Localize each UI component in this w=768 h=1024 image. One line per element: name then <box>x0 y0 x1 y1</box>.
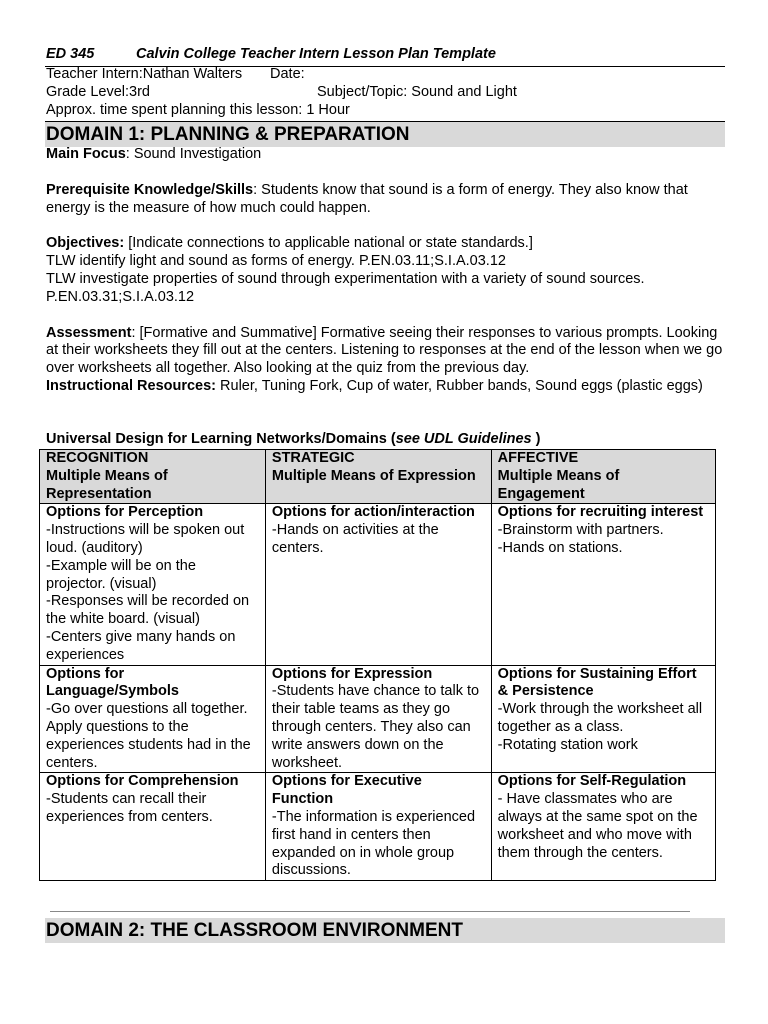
table-cell: Options for Self-Regulation - Have classmates who are always at the same spot on the worksheet and who move with them through the centers. <box>491 773 715 881</box>
planning-time: Approx. time spent planning this lesson: 1 Hour <box>46 102 350 118</box>
table-cell: Options for recruiting interest -Brainstorm with partners. -Hands on stations. <box>491 504 715 665</box>
objective-2: TLW investigate properties of sound through experimentation with a variety of sound sources. P.EN.03.31;S.I.A.03.12 <box>46 270 645 305</box>
table-cell: Options for Perception -Instructions will be spoken out loud. (auditory) -Example will be on the projector. (visual) -Responses will be recorded on the white board. (visual) -Centers give many hands on experiences <box>40 504 266 665</box>
subject-topic: Subject/Topic: Sound and Light <box>317 84 517 100</box>
teacher-intern: Teacher Intern:Nathan Walters <box>46 66 243 82</box>
main-focus: Main Focus: Sound Investigation <box>46 146 262 162</box>
table-row <box>40 665 716 773</box>
table-cell: Options for action/interaction -Hands on activities at the centers. <box>265 504 491 665</box>
date-field: Date: <box>270 66 305 82</box>
grade-level: Grade Level:3rd <box>46 84 150 100</box>
table-cell: Options for Expression -Students have chance to talk to their table teams as they go through centers. They also can write answers down on the worksheet. <box>265 665 491 773</box>
planning-section <box>46 146 726 396</box>
udl-table <box>39 449 716 881</box>
table-cell: Options for Executive Function -The information is experienced first hand in centers then expanded on in whole group discussions. <box>265 773 491 881</box>
domain-1-heading: DOMAIN 1: PLANNING & PREPARATION <box>45 121 725 147</box>
section-divider <box>50 911 690 914</box>
table-cell: Options for Comprehension -Students can recall their experiences from centers. <box>40 773 266 881</box>
table-cell: Options for Language/Symbols -Go over questions all together. Apply questions to the experiences students had in the centers. <box>40 665 266 773</box>
udl-title: Universal Design for Learning Networks/Domains (see UDL Guidelines ) <box>46 431 541 447</box>
table-row <box>40 773 716 881</box>
objective-1: TLW identify light and sound as forms of energy. P.EN.03.11;S.I.A.03.12 <box>46 253 506 270</box>
course-code: ED 345 <box>46 46 95 62</box>
document-header <box>45 46 725 67</box>
udl-header-strategic: STRATEGIC Multiple Means of Expression <box>265 450 491 504</box>
prerequisite-knowledge: Prerequisite Knowledge/Skills: Students know that sound is a form of energy. They also know that energy is the measure of how much could happen. <box>46 181 688 216</box>
table-cell: Options for Sustaining Effort & Persistence -Work through the worksheet all together as a class. -Rotating station work <box>491 665 715 773</box>
udl-header-recognition: RECOGNITION Multiple Means of Representation <box>40 450 266 504</box>
objectives: Objectives: [Indicate connections to applicable national or state standards.] <box>46 235 533 252</box>
document-title: Calvin College Teacher Intern Lesson Plan Template <box>136 46 496 62</box>
lesson-info <box>46 66 726 120</box>
udl-header-affective: AFFECTIVE Multiple Means of Engagement <box>491 450 715 504</box>
assessment: Assessment: [Formative and Summative] Formative seeing their responses to various prompts. Looking at their worksheets they fill out at the centers. Listening to responses at the end of the lesson when we go over worksheets all together. Also looking at the quiz from the previous day. <box>46 324 723 377</box>
table-row <box>40 504 716 665</box>
domain-2-heading: DOMAIN 2: THE CLASSROOM ENVIRONMENT <box>45 918 725 943</box>
instructional-resources: Instructional Resources: Ruler, Tuning Fork, Cup of water, Rubber bands, Sound eggs (plastic eggs) <box>46 377 703 394</box>
